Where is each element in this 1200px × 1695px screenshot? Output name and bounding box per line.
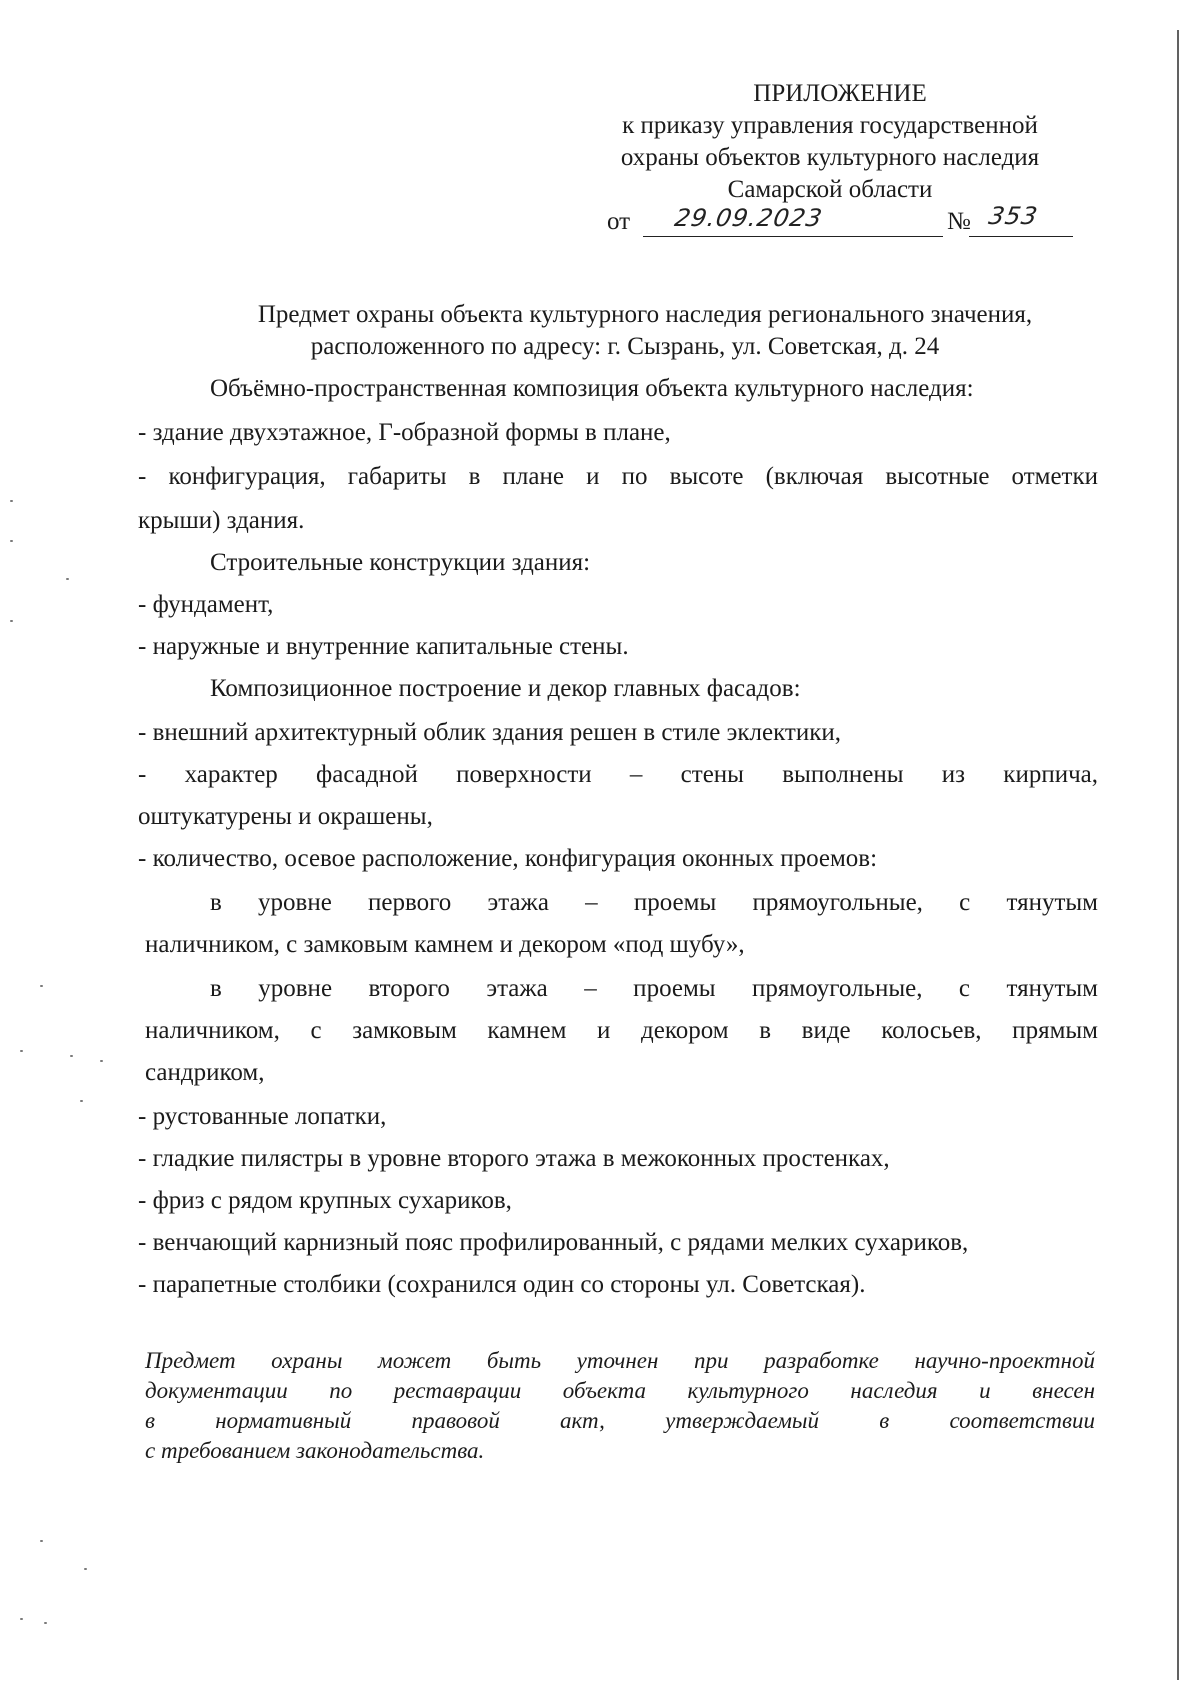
list-item: - внешний архитектурный облик здания решен в стиле эклектики,: [138, 719, 841, 746]
note-line-1: Предмет охраны может быть уточнен при разработке научно-проектной: [145, 1348, 1095, 1373]
scan-speck: [66, 578, 69, 580]
number-label: №: [947, 208, 971, 235]
scan-speck: [10, 540, 13, 542]
list-item-continuation: оштукатурены и окрашены,: [138, 803, 433, 830]
list-item: - фундамент,: [138, 591, 274, 618]
scan-speck: [10, 500, 13, 502]
sub-item-continuation: наличником, с замковым камнем и декором в виде колосьев, прямым: [145, 1017, 1098, 1044]
scan-speck: [70, 1055, 73, 1057]
list-item: - фриз с рядом крупных сухариков,: [138, 1187, 512, 1214]
scan-speck: [100, 1060, 103, 1062]
from-label: от: [607, 208, 631, 235]
sub-item-first-floor: в уровне первого этажа – проемы прямоугольные, с тянутым: [210, 889, 1098, 916]
sub-item-second-floor: в уровне второго этажа – проемы прямоугольные, с тянутым: [210, 975, 1098, 1002]
appendix-line-4: Самарской области: [727, 176, 933, 203]
list-item: - количество, осевое расположение, конфигурация оконных проемов:: [138, 845, 878, 872]
list-item: - парапетные столбики (сохранился один со стороны ул. Советская).: [138, 1271, 866, 1298]
scan-speck: [20, 1618, 23, 1620]
date-underline: [643, 236, 943, 237]
scan-speck: [40, 1540, 43, 1542]
list-item: - конфигурация, габариты в плане и по высоте (включая высотные отметки: [138, 463, 1098, 490]
list-item: - здание двухэтажное, Г-образной формы в плане,: [138, 419, 671, 446]
number-underline: [969, 236, 1073, 237]
appendix-heading: ПРИЛОЖЕНИЕ: [753, 80, 927, 107]
handwritten-date: 29.09.2023: [672, 204, 825, 232]
list-item: - венчающий карнизный пояс профилированный, с рядами мелких сухариков,: [138, 1229, 969, 1256]
section-heading-facades: Композиционное построение и декор главных фасадов:: [210, 675, 801, 702]
note-line-2: документации по реставрации объекта культурного наследия и внесен: [145, 1378, 1095, 1403]
order-date-number-row: [607, 202, 1077, 242]
list-item: - характер фасадной поверхности – стены выполнены из кирпича,: [138, 761, 1098, 788]
appendix-line-2: к приказу управления государственной: [622, 112, 1038, 139]
appendix-line-3: охраны объектов культурного наследия: [620, 144, 1040, 171]
list-item-continuation: крыши) здания.: [138, 507, 305, 534]
note-line-4: с требованием законодательства.: [145, 1438, 485, 1463]
sub-item-continuation: сандриком,: [145, 1059, 265, 1086]
list-item: - наружные и внутренние капитальные стены.: [138, 633, 629, 660]
scan-speck: [20, 1050, 23, 1052]
scan-speck: [40, 985, 43, 987]
section-heading-composition: Объёмно-пространственная композиция объекта культурного наследия:: [210, 375, 974, 402]
scan-speck: [80, 1100, 83, 1102]
scan-speck: [10, 620, 13, 622]
document-title-line-1: Предмет охраны объекта культурного наследия регионального значения,: [257, 301, 1033, 328]
sub-item-continuation: наличником, с замковым камнем и декором «под шубу»,: [145, 931, 745, 958]
handwritten-number: 353: [986, 202, 1041, 230]
list-item: - рустованные лопатки,: [138, 1103, 387, 1130]
scan-speck: [44, 1622, 47, 1624]
section-heading-structures: Строительные конструкции здания:: [210, 549, 591, 576]
document-title-line-2: расположенного по адресу: г. Сызрань, ул. Советская, д. 24: [310, 333, 940, 360]
scan-edge-line: [1177, 30, 1179, 1680]
note-line-3: в нормативный правовой акт, утверждаемый в соответствии: [145, 1408, 1095, 1433]
list-item: - гладкие пилястры в уровне второго этажа в межоконных простенках,: [138, 1145, 890, 1172]
scan-speck: [84, 1568, 87, 1570]
